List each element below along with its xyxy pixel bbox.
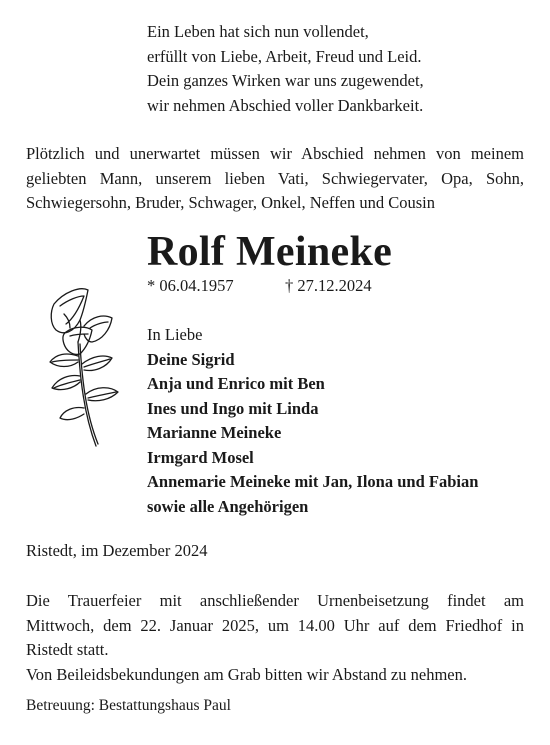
birth-date: * 06.04.1957 [147, 276, 234, 295]
death-date: † 27.12.2024 [285, 276, 372, 295]
life-dates [147, 275, 372, 297]
mourner-name: Ines und Ingo mit Linda [147, 398, 319, 418]
poem-line: wir nehmen Abschied voller Dankbarkeit. [147, 95, 424, 115]
mourner-name: Irmgard Mosel [147, 447, 254, 467]
funeral-line: Die Trauerfeier mit anschließender Urnenbeisetzung findet am [26, 591, 524, 610]
mourner-name: Deine Sigrid [147, 349, 235, 369]
mourner-name: Anja und Enrico mit Ben [147, 374, 325, 393]
poem-line: erfüllt von Liebe, Arbeit, Freud und Leid. [147, 46, 422, 66]
intro-text [26, 142, 524, 216]
mourner-name: Annemarie Meineke mit Jan, Ilona und Fabian [147, 472, 479, 491]
poem-line: Dein ganzes Wirken war uns zugewendet, [147, 71, 424, 90]
funeral-home-credit: Betreuung: Bestattungshaus Paul [26, 697, 231, 714]
mourner-name: sowie alle Angehörigen [147, 496, 309, 516]
mourners-list [147, 323, 478, 519]
poem-line: Ein Leben hat sich nun vollendet, [147, 22, 369, 41]
funeral-line: Ristedt statt. [26, 640, 109, 659]
intro-line: Plötzlich und unerwartet müssen wir Abschied nehmen von meinem [26, 144, 524, 163]
deceased-name: Rolf Meineke [147, 229, 393, 275]
poem [147, 20, 424, 118]
funeral-line: Mittwoch, dem 22. Januar 2025, um 14.00 Uhr auf dem Friedhof in [26, 615, 524, 635]
funeral-info [26, 589, 524, 687]
intro-line: Schwiegersohn, Bruder, Schwager, Onkel, Neffen und Cousin [26, 193, 435, 212]
mourners-lead: In Liebe [147, 325, 203, 344]
mourner-name: Marianne Meineke [147, 423, 282, 442]
funeral-line: Von Beileidsbekundungen am Grab bitten wir Abstand zu nehmen. [26, 664, 467, 684]
calla-lily-icon [40, 284, 130, 454]
intro-line: geliebten Mann, unserem lieben Vati, Schwiegervater, Opa, Sohn, [26, 168, 524, 188]
place-date: Ristedt, im Dezember 2024 [26, 541, 208, 560]
